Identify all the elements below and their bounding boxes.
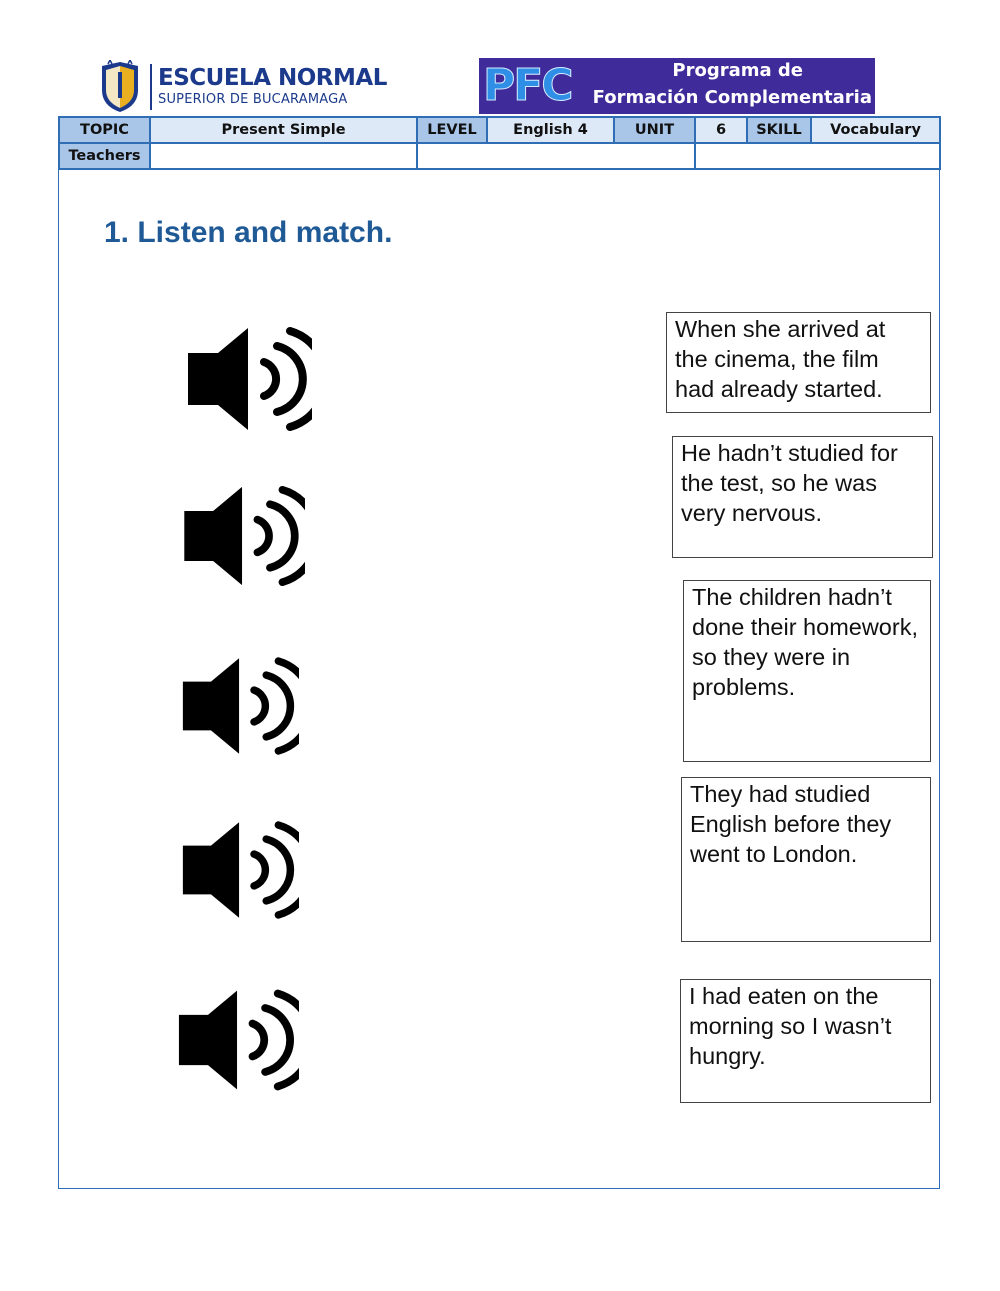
speaker-icon <box>181 656 299 756</box>
program-title-line1: Programa de <box>672 60 803 81</box>
program-banner <box>479 58 875 114</box>
audio-button-4[interactable] <box>181 820 299 920</box>
match-box-1[interactable]: When she arrived at the cinema, the film had already started. <box>666 312 931 413</box>
info-row-topic <box>59 117 940 143</box>
exercise-instruction: 1. Listen and match. <box>104 216 393 249</box>
speaker-icon <box>181 820 299 920</box>
audio-button-1[interactable] <box>186 326 312 432</box>
level-value: English 4 <box>487 117 614 143</box>
match-box-3[interactable]: The children hadn’t done their homework, so they were in problems. <box>683 580 931 762</box>
speaker-icon <box>186 326 312 432</box>
skill-label: SKILL <box>747 117 811 143</box>
school-logo <box>96 60 387 114</box>
audio-button-3[interactable] <box>181 656 299 756</box>
program-title-line2: Formación Complementaria <box>592 87 872 108</box>
match-box-5[interactable]: I had eaten on the morning so I wasn’t hungry. <box>680 979 931 1103</box>
topic-value: Present Simple <box>150 117 417 143</box>
topic-label: TOPIC <box>59 117 150 143</box>
info-table <box>58 116 941 170</box>
school-subtitle: SUPERIOR DE BUCARAMAGA <box>158 92 348 107</box>
match-box-4[interactable]: They had studied English before they went to London. <box>681 777 931 942</box>
audio-button-2[interactable] <box>181 485 305 587</box>
teachers-label: Teachers <box>59 143 150 169</box>
teachers-value-field[interactable] <box>150 143 417 169</box>
teachers-extra-field-2[interactable] <box>695 143 940 169</box>
teachers-extra-field-1[interactable] <box>417 143 695 169</box>
school-emblem-icon <box>96 60 144 114</box>
audio-button-5[interactable] <box>177 988 299 1092</box>
speaker-icon <box>177 988 299 1092</box>
match-box-2[interactable]: He hadn’t studied for the test, so he was very nervous. <box>672 436 933 558</box>
skill-value: Vocabulary <box>811 117 940 143</box>
school-name: ESCUELA NORMAL <box>158 65 387 91</box>
logo-divider <box>150 64 152 110</box>
info-row-teachers <box>59 143 940 169</box>
speaker-icon <box>181 485 305 587</box>
program-acronym: PFC <box>483 60 572 111</box>
unit-value: 6 <box>695 117 747 143</box>
level-label: LEVEL <box>417 117 487 143</box>
unit-label: UNIT <box>614 117 695 143</box>
